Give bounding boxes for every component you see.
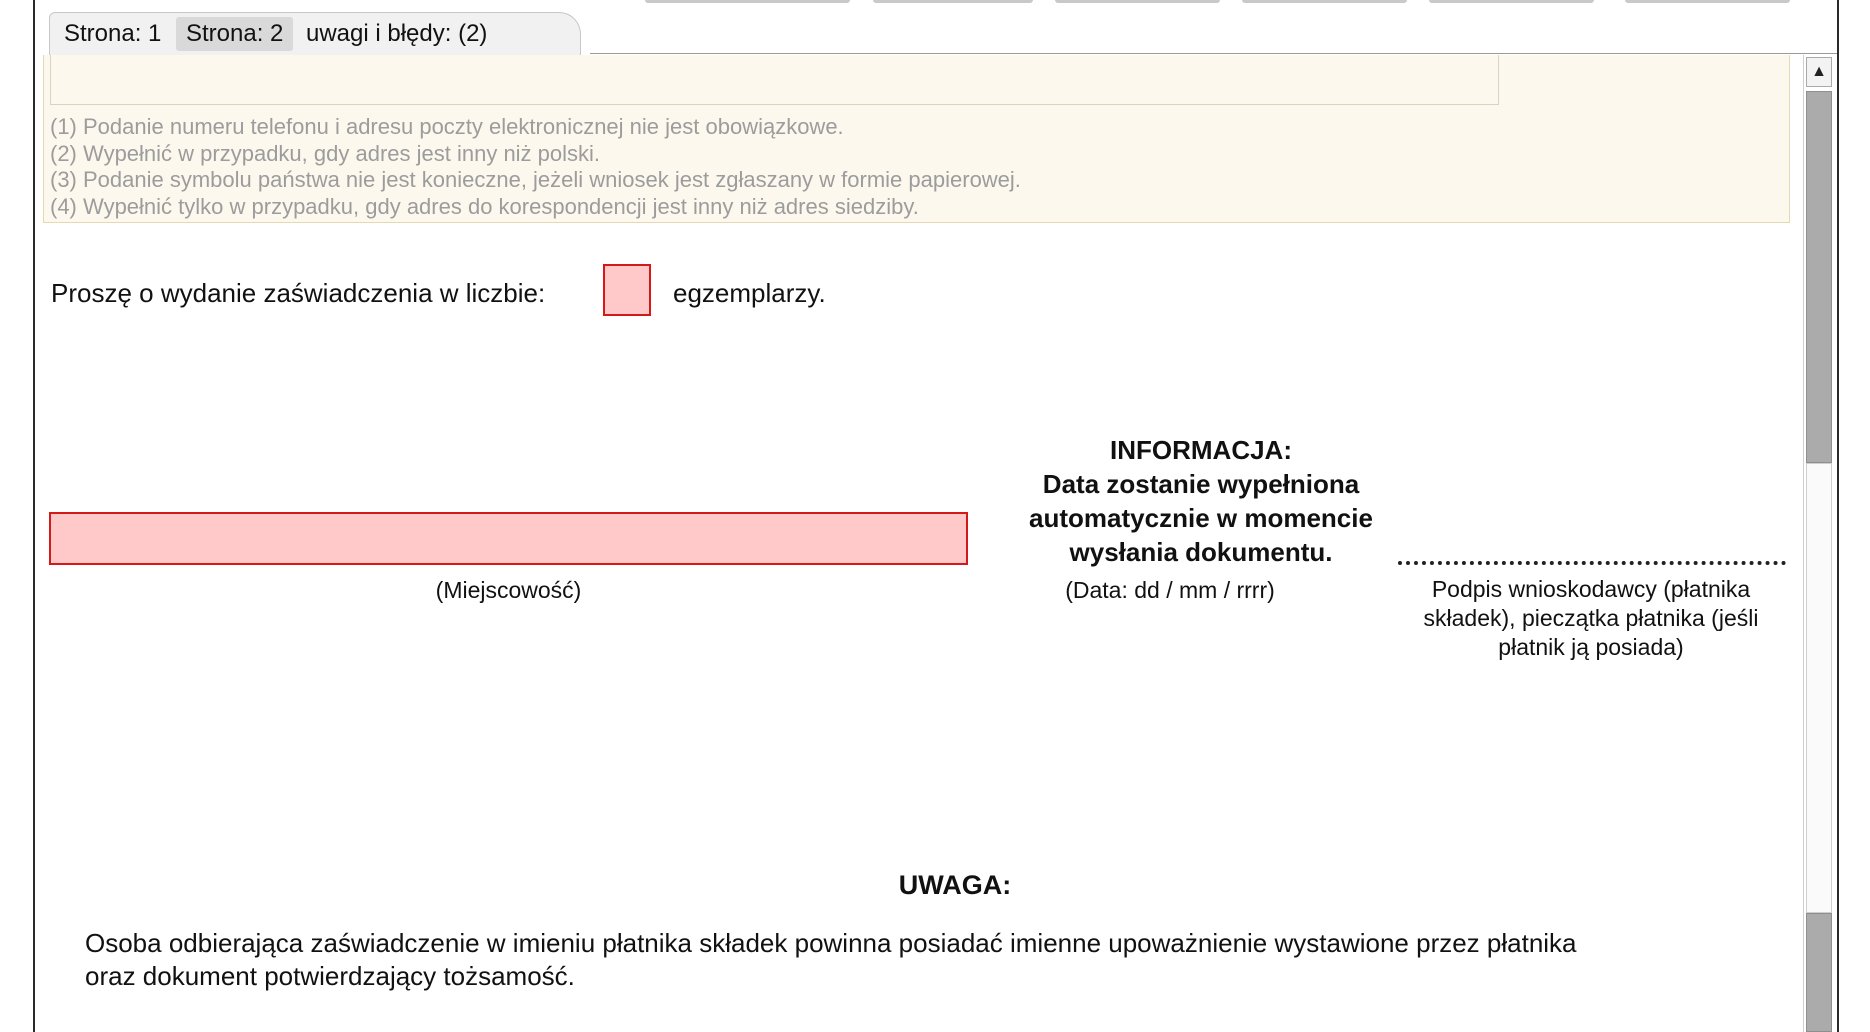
notice-line-2: oraz dokument potwierdzający tożsamość. bbox=[85, 961, 575, 991]
footnote-3: (3) Podanie symbolu państwa nie jest konieczne, jeżeli wniosek jest zgłaszany w formie papierowej. bbox=[50, 167, 1021, 192]
vertical-scrollbar[interactable] bbox=[1803, 55, 1834, 1032]
date-caption: (Data: dd / mm / rrrr) bbox=[1065, 577, 1275, 603]
tab-remarks-errors[interactable]: uwagi i błędy: (2) bbox=[306, 20, 488, 47]
footnotes-list bbox=[50, 114, 1021, 220]
scroll-up-icon[interactable]: ▲ bbox=[1806, 57, 1832, 87]
page-tab-bar bbox=[35, 0, 1837, 55]
signature-line-2: składek), pieczątka płatnika (jeśli bbox=[1423, 605, 1759, 631]
info-line-3: wysłania dokumentu. bbox=[1069, 537, 1333, 567]
scrollbar-thumb[interactable] bbox=[1806, 91, 1832, 463]
tab-page-1[interactable]: Strona: 1 bbox=[64, 20, 162, 47]
footnote-1: (1) Podanie numeru telefonu i adresu poczty elektronicznej nie jest obowiązkowe. bbox=[50, 114, 844, 139]
footnote-2: (2) Wypełnić w przypadku, gdy adres jest inny niż polski. bbox=[50, 140, 601, 166]
copies-label: Proszę o wydanie zaświadczenia w liczbie: bbox=[51, 278, 546, 308]
notice-line-1: Osoba odbierająca zaświadczenie w imieniu płatnika składek powinna posiadać imienne upoważnienie wystawione przez płatnika bbox=[85, 928, 1577, 958]
tab-page-2[interactable]: Strona: 2 bbox=[176, 17, 293, 51]
notice-title: UWAGA: bbox=[898, 870, 1012, 900]
place-input[interactable] bbox=[49, 512, 968, 565]
scrollbar-track[interactable] bbox=[1806, 463, 1832, 913]
copies-count-input[interactable] bbox=[603, 264, 651, 316]
tab-bar-divider bbox=[590, 53, 1837, 54]
info-title: INFORMACJA: bbox=[1110, 435, 1292, 465]
signature-line-1: Podpis wnioskodawcy (płatnika bbox=[1431, 576, 1751, 602]
signature-line-3: płatnik ją posiada) bbox=[1498, 634, 1684, 660]
footnote-4: (4) Wypełnić tylko w przypadku, gdy adres do korespondencji jest inny niż adres siedziby. bbox=[50, 193, 919, 219]
signature-line bbox=[1398, 561, 1786, 565]
scrollbar-thumb-lower[interactable] bbox=[1806, 913, 1832, 1032]
date-info-notice bbox=[981, 433, 1421, 569]
info-line-1: Data zostanie wypełniona bbox=[1042, 469, 1360, 499]
form-content bbox=[35, 55, 1795, 1032]
signature-caption bbox=[1395, 575, 1787, 662]
footnotes-section bbox=[43, 55, 1790, 223]
form-window bbox=[33, 0, 1839, 1032]
info-line-2: automatycznie w momencie bbox=[1029, 503, 1373, 533]
notice-text bbox=[85, 927, 1775, 993]
previous-field-bottom[interactable] bbox=[50, 55, 1499, 105]
place-caption: (Miejscowość) bbox=[435, 577, 582, 603]
copies-suffix-label: egzemplarzy. bbox=[673, 278, 826, 308]
